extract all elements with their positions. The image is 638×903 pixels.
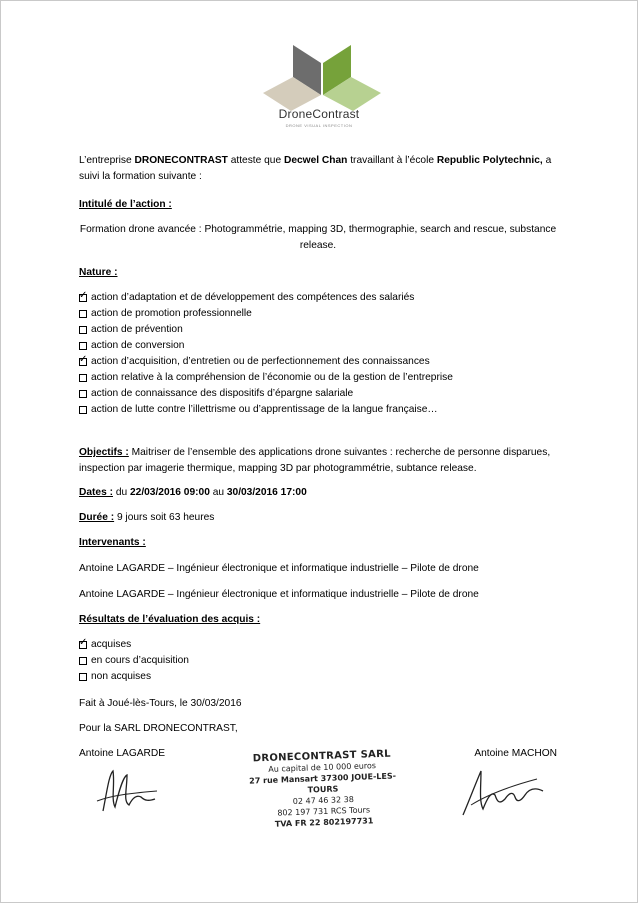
stamp-line: 02 47 46 32 38 [292, 794, 355, 807]
checklist-item-label: acquises [91, 639, 132, 650]
unchecked-box-icon [79, 326, 87, 334]
intervenant-line: Antoine LAGARDE – Ingénieur électronique et informatique industrielle – Pilote de drone [79, 563, 479, 574]
unchecked-box-icon [79, 390, 87, 398]
checklist-item-label: non acquises [91, 671, 152, 682]
signer-left-name: Antoine LAGARDE [79, 748, 166, 759]
unchecked-box-icon [79, 342, 87, 350]
intro-paragraph [79, 153, 557, 185]
checked-box-icon [79, 358, 87, 366]
intervenant-line: Antoine LAGARDE – Ingénieur électronique et informatique industrielle – Pilote de drone [79, 589, 479, 600]
dates-line [79, 485, 557, 501]
resultats-checklist [79, 637, 557, 685]
checklist-item [79, 290, 557, 306]
checklist-item [79, 386, 557, 402]
objectifs-paragraph [79, 445, 557, 477]
start-date: 22/03/2016 09:00 [129, 487, 210, 498]
checked-box-icon [79, 294, 87, 302]
signer-right-name: Antoine MACHON [474, 748, 557, 759]
company-stamp [242, 748, 405, 834]
intro-text: atteste que [227, 155, 284, 166]
logo-wordmark: DroneContrast [278, 107, 360, 121]
checklist-item [79, 354, 557, 370]
nature-heading: Nature : [79, 267, 118, 278]
nature-checklist [79, 290, 557, 418]
checklist-item [79, 669, 557, 685]
checklist-item [79, 653, 557, 669]
resultats-heading: Résultats de l’évaluation des acquis : [79, 614, 261, 625]
checklist-item-label: action de promotion professionnelle [91, 308, 252, 319]
end-date: 30/03/2016 17:00 [226, 487, 307, 498]
stamp-line: DRONECONTRAST SARL [252, 748, 391, 765]
checklist-item-label: action de conversion [91, 340, 185, 351]
action-title: Formation drone avancée : Photogrammétrie, mapping 3D, thermographie, search and rescue, substance release. [79, 224, 557, 251]
unchecked-box-icon [79, 374, 87, 382]
intro-text: a suivi la formation suivante : [79, 155, 552, 182]
signature-left [93, 761, 163, 821]
checklist-item-label: en cours d’acquisition [91, 655, 189, 666]
unchecked-box-icon [79, 673, 87, 681]
objectifs-heading: Objectifs : [79, 447, 129, 458]
checklist-item-label: action de prévention [91, 324, 183, 335]
stamp-line: 27 rue Mansart 37300 JOUE-LES-TOURS [249, 771, 397, 795]
company-for: Pour la SARL DRONECONTRAST, [79, 723, 238, 734]
dates-heading: Dates : [79, 487, 113, 498]
stamp-line: Au capital de 10 000 euros [268, 761, 377, 774]
checklist-item-label: action relative à la compréhension de l’économie ou de la gestion de l’entreprise [91, 372, 453, 383]
intro-text: travaillant à l’école [347, 155, 437, 166]
checklist-item [79, 306, 557, 322]
place-date: Fait à Joué-lès-Tours, le 30/03/2016 [79, 698, 242, 709]
checklist-item [79, 370, 557, 386]
stamp-line: TVA FR 22 802197731 [274, 816, 374, 829]
company-name: DRONECONTRAST [134, 155, 228, 166]
school-name: Republic Polytechnic, [436, 155, 543, 166]
unchecked-box-icon [79, 310, 87, 318]
checklist-item [79, 338, 557, 354]
logo-tagline: DRONE VISUAL INSPECTION [285, 123, 353, 128]
unchecked-box-icon [79, 406, 87, 414]
unchecked-box-icon [79, 657, 87, 665]
checklist-item [79, 402, 557, 418]
intervenants-heading: Intervenants : [79, 537, 146, 548]
duree-text: 9 jours soit 63 heures [114, 512, 215, 523]
checklist-item-label: action d’acquisition, d’entretien ou de perfectionnement des connaissances [91, 356, 430, 367]
checklist-item-label: action de connaissance des dispositifs d’épargne salariale [91, 388, 354, 399]
intro-text: L’entreprise [79, 155, 135, 166]
checklist-item [79, 322, 557, 338]
action-heading: Intitulé de l’action : [79, 199, 172, 210]
certificate-body [79, 153, 557, 762]
checked-box-icon [79, 641, 87, 649]
checklist-item [79, 637, 557, 653]
objectifs-text: Maitriser de l’ensemble des applications drone suivantes : recherche de personne disparues, inspection par imagerie thermique, mapping 3D par photogrammétrie, subtance release. [79, 447, 551, 474]
trainee-name: Decwel Chan [283, 155, 348, 166]
dates-text: au [209, 487, 227, 498]
checklist-item-label: action d’adaptation et de développement des compétences des salariés [91, 292, 415, 303]
checklist-item-label: action de lutte contre l’illettrisme ou d’apprentissage de la langue française… [91, 404, 438, 415]
stamp-line: 802 197 731 RCS Tours [277, 805, 371, 818]
dates-text: du [112, 487, 130, 498]
duree-heading: Durée : [79, 512, 115, 523]
duree-line [79, 510, 557, 526]
signature-right [457, 761, 549, 821]
